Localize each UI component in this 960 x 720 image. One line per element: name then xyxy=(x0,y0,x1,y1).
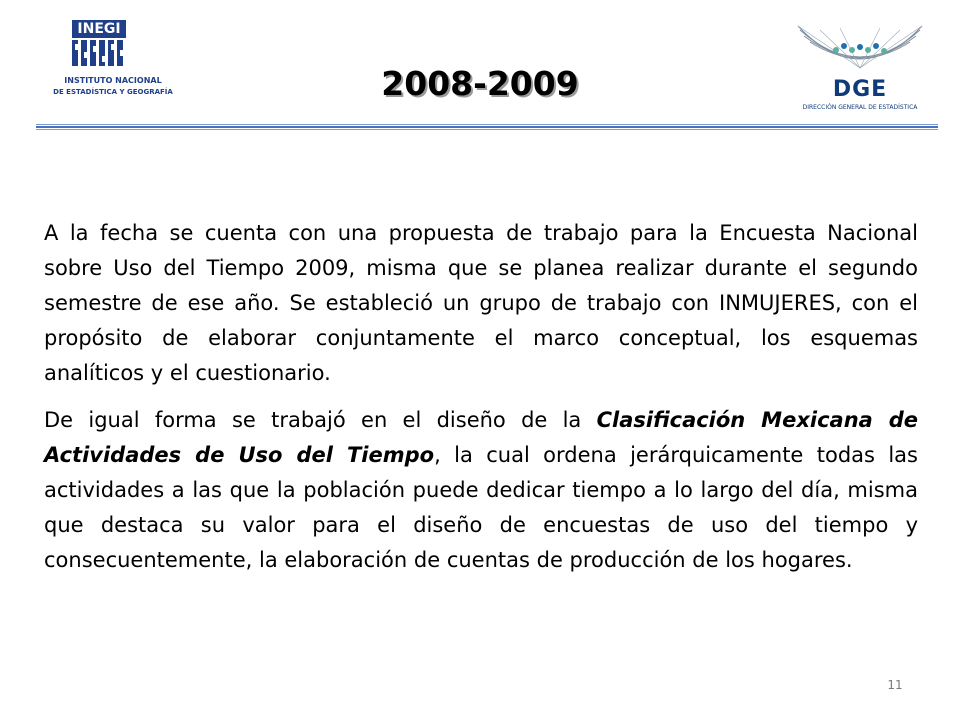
page-number: 11 xyxy=(887,678,903,692)
paragraph-clasificacion xyxy=(44,403,918,578)
dge-logo-name: DIRECCIÓN GENERAL DE ESTADÍSTICA xyxy=(802,104,918,111)
dge-logo-word: DGE xyxy=(832,77,888,102)
clasificacion-title: Clasificación Mexicana de Actividades de Uso del Tiempo xyxy=(44,408,919,467)
inegi-logo-name-line2: DE ESTADÍSTICA Y GEOGRAFÍA xyxy=(53,88,173,96)
paragraph-clasificacion-rest: , la cual ordena jerárquicamente todas las actividades a las que la población puede dedicar tiempo a lo largo del día, misma que destaca su valor para el diseño de encuestas de uso del tiempo y consecuentemente, la elaboración de cuentas de producción de los hogares. xyxy=(44,443,918,572)
inegi-logo-word: INEGI xyxy=(72,20,126,38)
paragraph-encuesta: A la fecha se cuenta con una propuesta de trabajo para la Encuesta Nacional sobre Uso del Tiempo 2009, misma que se planea realizar durante el segundo semestre de ese año. Se estableció un grupo de trabajo con INMUJERES, con el propósito de elaborar conjuntamente el marco conceptual, los esquemas analíticos y el cuestionario. xyxy=(44,221,918,385)
slide-body xyxy=(44,216,918,590)
paragraph-clasificacion-intro: De igual forma se trabajó en el diseño de la xyxy=(44,408,597,432)
header-divider-line-top xyxy=(36,124,938,125)
dge-logo xyxy=(790,20,930,110)
header-divider-line-middle xyxy=(36,126,938,128)
header-divider-line-bottom xyxy=(36,129,938,130)
header-divider xyxy=(36,124,938,130)
inegi-logo-name-line1: INSTITUTO NACIONAL xyxy=(64,76,162,85)
dge-logo-arc-icon xyxy=(790,20,930,80)
page-title: 2008-2009 xyxy=(381,64,579,103)
